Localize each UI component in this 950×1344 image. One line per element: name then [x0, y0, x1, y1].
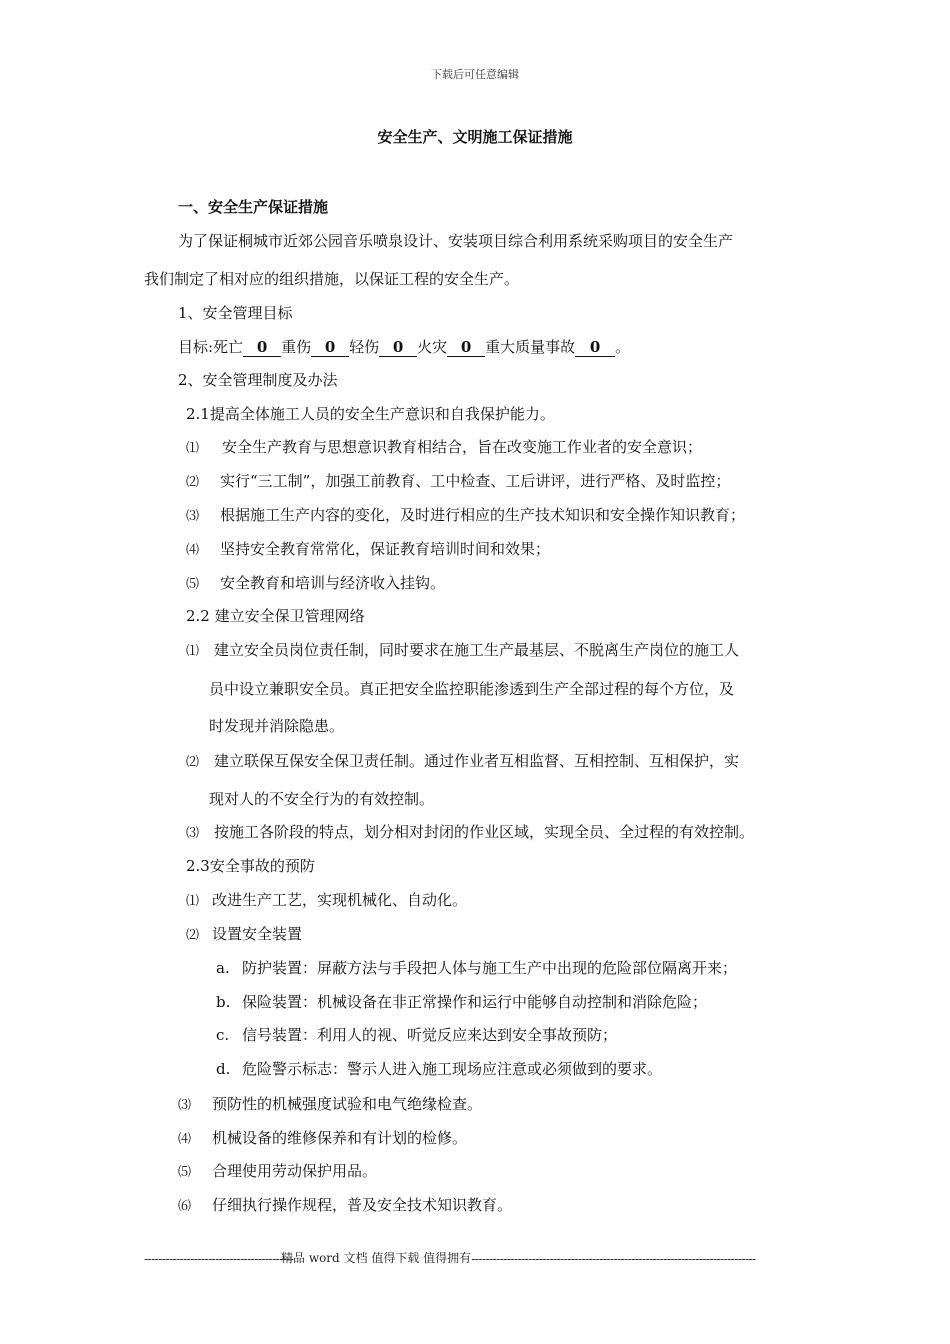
footer-dashes-left: ------------------------------------------ [144, 1252, 294, 1266]
list-number: ⑸ [186, 577, 200, 592]
goal-quality-label: 重大质量事故 [485, 338, 576, 356]
sub-list-text: 防护装置：屏蔽方法与手段把人体与施工生产中出现的危险部位隔离开来； [242, 959, 738, 977]
paragraph-item [186, 751, 739, 773]
list-item [178, 1195, 512, 1217]
list-number: ⑷ [178, 1132, 192, 1147]
list-number: ⑵ [186, 475, 200, 490]
list-text: 实行“三工制”，加强工前教育、工中检查、工后讲评，进行严格、及时监控； [220, 472, 731, 490]
goal-fire-label: 火灾 [417, 338, 448, 356]
list-number: ⑶ [186, 826, 200, 841]
goals-end: 。 [615, 338, 631, 356]
subsection-2-2-heading: 2.2 建立安全保卫管理网络 [186, 607, 365, 625]
list-number: ⑵ [186, 928, 200, 943]
sub-list-text: 危险警示标志：警示人进入施工现场应注意或必须做到的要求。 [242, 1060, 663, 1078]
goal-death-value: 0 [243, 339, 281, 357]
list-item [186, 890, 467, 912]
subsection-2-1-heading: 2.1提高全体施工人员的安全生产意识和自我保护能力。 [186, 405, 555, 423]
goal-light-value: 0 [379, 339, 417, 357]
section-heading-safety: 一、安全生产保证措施 [178, 198, 329, 216]
goal-light-label: 轻伤 [349, 338, 380, 356]
sub-list-item [216, 1025, 617, 1045]
goal-quality-value: 0 [575, 339, 615, 357]
paragraph-continuation: 员中设立兼职安全员。真正把安全监控职能渗透到生产全部过程的每个方位，及 [209, 680, 735, 698]
goal-fire-value: 0 [447, 339, 485, 357]
subsection-2-3-heading: 2.3安全事故的预防 [186, 857, 315, 875]
document-title: 安全生产、文明施工保证措施 [377, 128, 573, 146]
list-number: ⑷ [186, 543, 200, 558]
list-number: ⑴ [186, 644, 200, 659]
paragraph-item [186, 822, 754, 844]
sub-list-item [216, 958, 737, 978]
list-item [186, 437, 702, 459]
sub-list-text: 保险装置：机械设备在非正常操作和运行中能够自动控制和消除危险； [242, 993, 708, 1011]
list-number: ⑴ [186, 441, 200, 456]
page-footer [144, 1249, 756, 1266]
page-header: 下载后可任意编辑 [431, 68, 519, 81]
paragraph-continuation: 现对人的不安全行为的有效控制。 [209, 790, 435, 808]
list-text: 按施工各阶段的特点，划分相对封闭的作业区域，实现全员、全过程的有效控制。 [214, 823, 755, 841]
list-number: ⑹ [178, 1199, 192, 1214]
list-text: 合理使用劳动保护用品。 [212, 1162, 378, 1180]
list-item [178, 1161, 377, 1183]
list-item [186, 505, 745, 527]
list-item [178, 1128, 467, 1150]
list-item [178, 1094, 482, 1116]
goal-heavy-label: 重伤 [281, 338, 312, 356]
list-number: ⑴ [186, 894, 200, 909]
list-text: 根据施工生产内容的变化，及时进行相应的生产技术知识和安全操作知识教育； [220, 506, 746, 524]
list-item [186, 924, 302, 946]
list-text: 建立安全员岗位责任制，同时要求在施工生产最基层、不脱离生产岗位的施工人 [214, 641, 740, 659]
list-text: 仔细执行操作规程，普及安全技术知识教育。 [212, 1196, 513, 1214]
sub-list-letter: a. [216, 959, 230, 977]
list-text: 预防性的机械强度试验和电气绝缘检查。 [212, 1095, 483, 1113]
goal-heavy-value: 0 [311, 339, 349, 357]
list-number: ⑸ [178, 1165, 192, 1180]
list-text: 机械设备的维修保养和有计划的检修。 [212, 1129, 468, 1147]
sub-list-letter: b. [216, 993, 231, 1011]
paragraph-item [186, 640, 739, 662]
list-item [186, 539, 550, 561]
list-text: 改进生产工艺，实现机械化、自动化。 [212, 891, 468, 909]
list-text: 安全生产教育与思想意识教育相结合，旨在改变施工作业者的安全意识； [222, 438, 703, 456]
list-text: 安全教育和培训与经济收入挂钩。 [220, 574, 446, 592]
item-safety-system: 2、安全管理制度及办法 [178, 371, 338, 389]
list-text: 设置安全装置 [212, 925, 303, 943]
list-text: 建立联保互保安全保卫责任制。通过作业者互相监督、互相控制、互相保护，实 [214, 752, 740, 770]
sub-list-text: 信号装置：利用人的视、听觉反应来达到安全事故预防； [242, 1026, 618, 1044]
list-item [186, 573, 445, 595]
paragraph-continuation: 时发现并消除隐患。 [209, 717, 345, 735]
item-safety-goal: 1、安全管理目标 [178, 304, 293, 322]
footer-text: 精品 word 文档 值得下载 值得拥有 [281, 1251, 472, 1265]
sub-list-letter: c. [216, 1026, 230, 1044]
sub-list-letter: d. [216, 1060, 231, 1078]
goals-line [178, 337, 630, 357]
footer-dashes-right: -------------------------------------------------------------------------------- [471, 1252, 756, 1266]
list-number: ⑶ [186, 509, 200, 524]
sub-list-item [216, 992, 707, 1012]
intro-paragraph-line2: 我们制定了相对应的组织措施，以保证工程的安全生产。 [144, 270, 520, 288]
goal-death-label: 目标:死亡 [178, 338, 244, 356]
sub-list-item [216, 1059, 662, 1079]
list-item [186, 471, 730, 493]
list-number: ⑶ [178, 1098, 192, 1113]
intro-paragraph-line1: 为了保证桐城市近郊公园音乐喷泉设计、安装项目综合利用系统采购项目的安全生产 [178, 232, 734, 250]
list-text: 坚持安全教育常常化，保证教育培训时间和效果； [220, 540, 551, 558]
list-number: ⑵ [186, 755, 200, 770]
